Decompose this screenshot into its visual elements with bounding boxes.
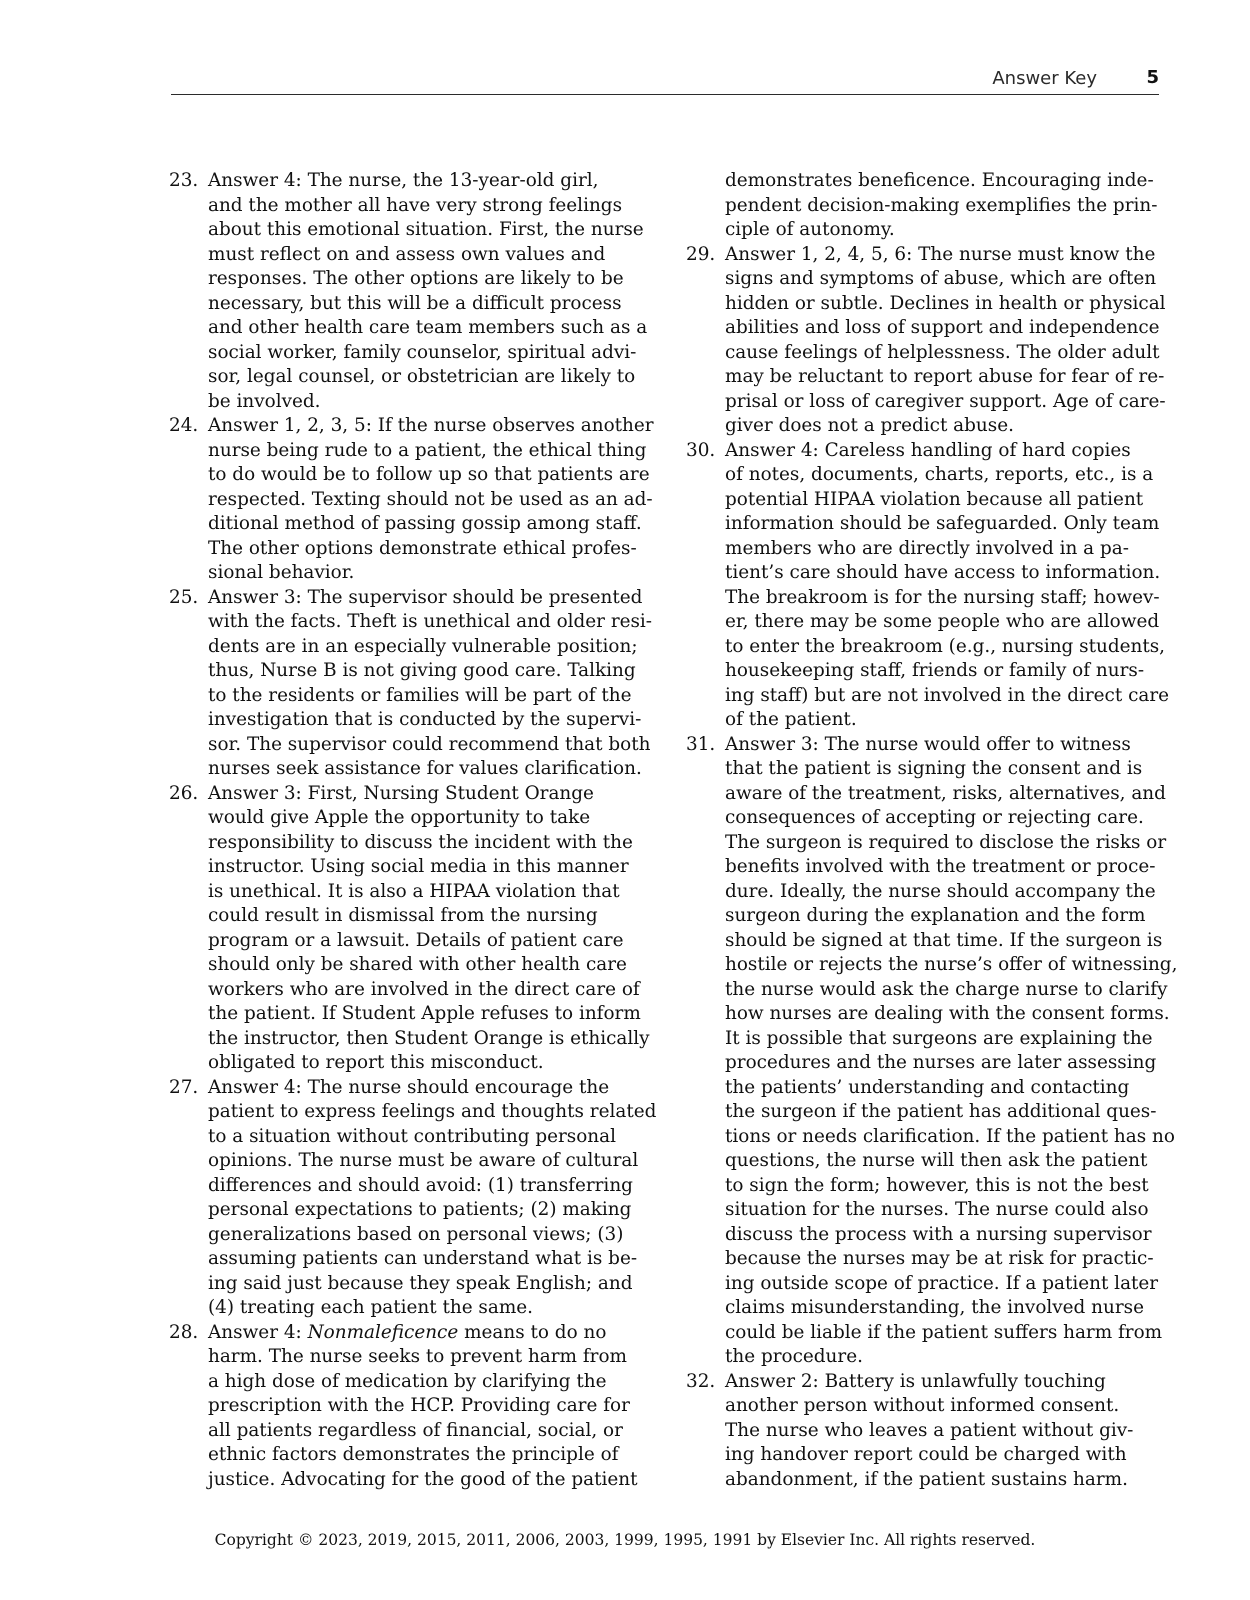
text-line: ciple of autonomy. [725,219,895,240]
answer-item [686,439,1170,733]
text-line: Answer 3: The nurse would offer to witness [725,733,1131,755]
text-line: prescription with the HCP. Providing care for [208,1395,630,1416]
text-line: the instructor, then Student Orange is ethically [208,1027,650,1049]
text-line: and the mother all have very strong feelings [208,194,623,216]
text-line: of notes, documents, charts, reports, etc., is a [725,464,1154,485]
text-line: to enter the breakroom (e.g., nursing students, [725,635,1166,657]
text-line: workers who are involved in the direct care of [208,978,640,1000]
text-line: discuss the process with a nursing supervisor [725,1223,1152,1245]
text-line: tions or needs clarification. If the patient has no [725,1125,1175,1147]
answer-number: 31. [686,733,716,755]
text-line: housekeeping staff, friends or family of nurs- [725,660,1145,681]
text-line: investigation that is conducted by the supervi- [208,709,642,730]
section-title: Answer Key [992,68,1097,89]
answer-number: 32. [686,1370,716,1392]
text-line: the procedure. [725,1346,863,1367]
answer-text [725,243,1166,439]
text-line: It is possible that surgeons are explaining the [725,1027,1153,1049]
answer-text [208,782,650,1076]
text-line: should be signed at that time. If the surgeon is [725,929,1163,951]
italic-term: Nonmaleficence [307,1321,459,1343]
answer-number: 25. [169,586,199,608]
text-line: sor, legal counsel, or obstetrician are likely to [208,366,636,387]
answer-number: 30. [686,439,716,461]
text-line: Answer 2: Battery is unlawfully touching [725,1370,1106,1392]
text-line: could be liable if the patient suffers harm from [725,1321,1163,1343]
continued-answer-28 [686,169,1162,243]
text-fragment: means to do no [458,1321,607,1343]
text-line: harm. The nurse seeks to prevent harm from [208,1346,627,1367]
text-line: another person without informed consent. [725,1395,1120,1416]
text-line: of the patient. [725,709,857,730]
text-line: how nurses are dealing with the consent forms. [725,1003,1170,1024]
text-line: situation for the nurses. The nurse could also [725,1199,1149,1220]
text-line: surgeon during the explanation and the form [725,905,1146,926]
text-line: the patient. If Student Apple refuses to inform [208,1003,641,1024]
text-line: information should be safeguarded. Only team [725,513,1160,534]
answer-text [208,1321,649,1493]
text-line: to sign the form; however, this is not the best [725,1174,1149,1196]
text-line: about this emotional situation. First, the nurse [208,219,644,240]
text-line: the patients’ understanding and contacting [725,1076,1130,1098]
answer-number: 29. [686,243,716,265]
text-line: social worker, family counselor, spiritual advi- [208,341,637,363]
answer-item [169,414,654,586]
text-line: members who are directly involved in a pa- [725,537,1129,559]
text-line: hidden or subtle. Declines in health or physical [725,292,1166,314]
text-line: (4) treating each patient the same. [208,1297,534,1318]
answer-item [686,243,1166,439]
answer-item [169,782,649,1076]
text-line: abandonment, if the patient sustains harm. [725,1468,1128,1490]
text-line: Answer 3: The supervisor should be presented [208,586,643,608]
text-line: procedures and the nurses are later assessing [725,1052,1157,1073]
text-line: questions, the nurse will then ask the patient [725,1150,1148,1171]
text-line: Answer 4: The nurse, the 13-year-old girl, [208,170,599,191]
text-line: obligated to report this misconduct. [208,1052,544,1073]
answer-text [208,169,649,414]
text-fragment: Answer 4: [208,1321,308,1343]
text-line: program or a lawsuit. Details of patient care [208,929,624,951]
text-line: demonstrates beneficence. Encouraging inde- [725,170,1154,191]
text-line: a high dose of medication by clarifying the [208,1370,607,1392]
text-line: opinions. The nurse must be aware of cultural [208,1150,639,1171]
text-line: may be reluctant to report abuse for fear of re- [725,366,1165,387]
answer-number: 26. [169,782,199,804]
text-line: abilities and loss of support and independence [725,317,1160,338]
text-line: ing outside scope of practice. If a patient later [725,1272,1159,1294]
text-line: Answer 1, 2, 4, 5, 6: The nurse must know the [725,243,1156,265]
text-line: cause feelings of helplessness. The older adult [725,341,1160,363]
text-line: dure. Ideally, the nurse should accompany the [725,880,1156,902]
answer-item [169,1076,657,1321]
text-line: respected. Texting should not be used as an ad- [208,488,653,510]
text-line: Answer 3: First, Nursing Student Orange [208,782,594,804]
answer-number: 27. [169,1076,199,1098]
text-line: ing handover report could be charged with [725,1444,1127,1465]
text-line: assuming patients can understand what is be- [208,1248,638,1269]
copyright-footer: Copyright © 2023, 2019, 2015, 2011, 2006, 2003, 1999, 1995, 1991 by Elsevier Inc. All rights reserved. [214,1531,1036,1549]
answer-text [725,439,1169,733]
text-line: signs and symptoms of abuse, which are often [725,268,1157,289]
text-line: ditional method of passing gossip among staff. [208,513,642,534]
text-line: sor. The supervisor could recommend that both [208,733,651,755]
text-line: all patients regardless of financial, social, or [208,1419,623,1441]
text-line: that the patient is signing the consent and is [725,758,1143,779]
text-line: patient to express feelings and thoughts related [208,1101,657,1122]
text-line: could result in dismissal from the nursing [208,905,598,926]
text-line: hostile or rejects the nurse’s offer of witnessing, [725,954,1178,975]
answer-number: 28. [169,1321,199,1343]
text-line: personal expectations to patients; (2) making [208,1199,632,1220]
text-line: sional behavior. [208,562,355,583]
answer-number: 24. [169,415,199,436]
text-line: necessary, but this will be a difficult process [208,292,622,314]
text-line: and other health care team members such as a [208,317,648,338]
text-line: prisal or loss of caregiver support. Age of care- [725,390,1166,412]
text-line: pendent decision-making exemplifies the prin- [725,194,1158,216]
text-line: responsibility to discuss the incident with the [208,831,633,853]
text-line: The breakroom is for the nursing staff; howev- [725,586,1160,608]
text-line: giver does not a predict abuse. [725,415,1014,436]
text-line: The surgeon is required to disclose the risks or [725,831,1167,853]
answer-text [208,586,652,782]
answer-number: 23. [169,170,199,191]
text-line: Answer 4: The nurse should encourage the [208,1076,610,1098]
text-line [208,1321,649,1346]
answer-item [686,1370,1162,1493]
text-line: ing staff) but are not involved in the direct care [725,684,1170,706]
answer-text [208,1076,656,1321]
text-line: tient’s care should have access to information. [725,562,1161,583]
text-line: thus, Nurse B is not giving good care. Talking [208,660,636,681]
text-line: The other options demonstrate ethical profes- [208,537,637,559]
text-line: benefits involved with the treatment or proce- [725,856,1156,877]
right-column [686,169,1178,1492]
text-line: must reflect on and assess own values and [208,243,606,265]
left-column [169,169,657,1492]
text-line: nurse being rude to a patient, the ethical thing [208,439,647,461]
text-line: consequences of accepting or rejecting care. [725,807,1144,828]
text-line: er, there may be some people who are allowed [725,611,1160,632]
answer-item [169,1321,649,1493]
text-line: responses. The other options are likely to be [208,268,624,289]
text-line: nurses seek assistance for values clarification. [208,758,642,779]
answer-text [725,1370,1162,1493]
text-line: is unethical. It is also a HIPAA violation that [208,880,620,902]
answer-item [169,169,649,414]
answer-text [208,414,654,586]
text-line: with the facts. Theft is unethical and older resi- [208,611,653,632]
text-line: should only be shared with other health care [208,954,627,975]
text-line: would give Apple the opportunity to take [208,807,591,828]
text-line: Answer 1, 2, 3, 5: If the nurse observes another [208,415,654,436]
text-line: ing said just because they speak English; and [208,1272,633,1294]
text-line: the surgeon if the patient has additional ques- [725,1101,1157,1122]
text-line: generalizations based on personal views; (3) [208,1223,624,1245]
text-line: instructor. Using social media in this manner [208,856,629,877]
text-line: justice. Advocating for the good of the patient [208,1468,638,1490]
answer-text [725,733,1177,1370]
text-line: because the nurses may be at risk for practic- [725,1248,1154,1269]
text-line: to do would be to follow up so that patients are [208,464,650,485]
text-line: to the residents or families will be part of the [208,684,632,706]
answer-item [686,733,1178,1370]
text-line: ethnic factors demonstrates the principle of [208,1444,619,1465]
text-line: claims misunderstanding, the involved nurse [725,1297,1144,1318]
text-line: The nurse who leaves a patient without giv- [725,1419,1134,1441]
text-line: Answer 4: Careless handling of hard copies [725,439,1131,461]
text-line: differences and should avoid: (1) transferring [208,1174,633,1196]
running-header [171,64,1159,95]
text-line: dents are in an especially vulnerable position; [208,635,638,657]
page-number: 5 [1146,67,1159,88]
text-line: aware of the treatment, risks, alternatives, and [725,782,1166,804]
answer-item [169,586,653,782]
text-line: be involved. [208,390,321,412]
text-line: potential HIPAA violation because all patient [725,488,1144,510]
text-line: to a situation without contributing personal [208,1125,616,1147]
text-line: the nurse would ask the charge nurse to clarify [725,978,1168,1000]
